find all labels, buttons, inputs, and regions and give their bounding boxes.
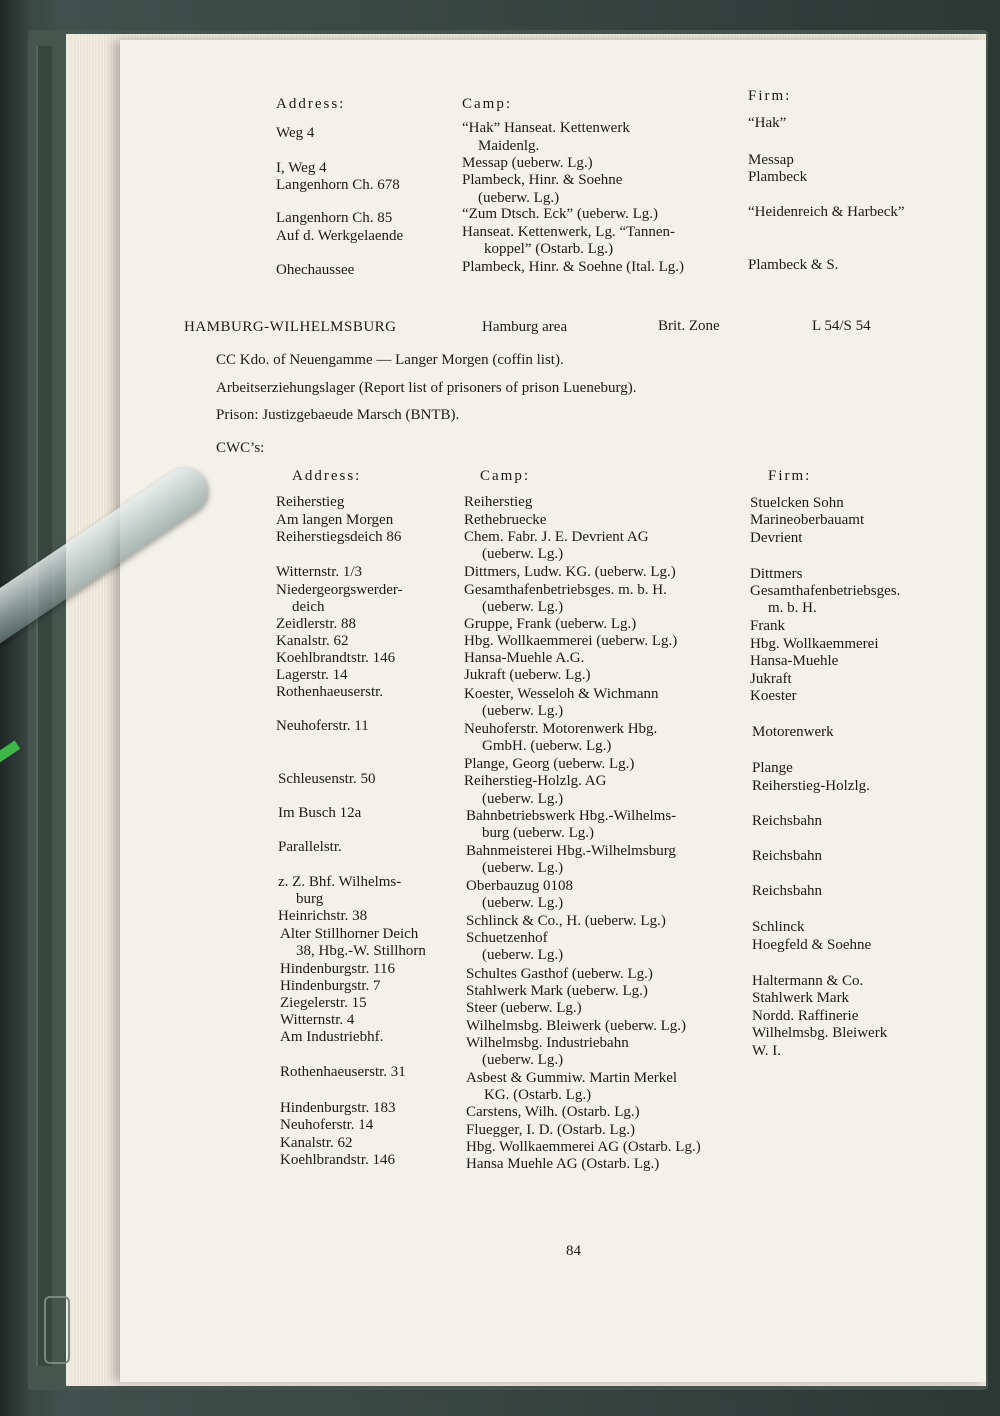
firm-cell: “Heidenreich & Harbeck” xyxy=(748,204,905,220)
camp-cell: Gesamthafenbetriebsges. m. b. H. xyxy=(464,582,667,598)
camp-cell: Gruppe, Frank (ueberw. Lg.) xyxy=(464,616,637,632)
camp-cell: (ueberw. Lg.) xyxy=(482,546,564,562)
firm-cell: Plambeck & S. xyxy=(748,257,839,273)
camp-cell: Hbg. Wollkaemmerei AG (Ostarb. Lg.) xyxy=(466,1139,701,1155)
camp-cell: Oberbauzug 0108 xyxy=(466,878,574,894)
camp-cell: Schlinck & Co., H. (ueberw. Lg.) xyxy=(466,913,666,929)
page-number: 84 xyxy=(566,1243,581,1259)
firm-cell: “Hak” xyxy=(748,115,787,131)
camp-cell: (ueberw. Lg.) xyxy=(482,895,564,911)
address-cell: Kanalstr. 62 xyxy=(276,633,349,649)
address-cell: Langenhorn Ch. 85 xyxy=(276,210,393,226)
entry-note: Prison: Justizgebaeude Marsch (BNTB). xyxy=(216,407,460,423)
address-cell: 38, Hbg.-W. Stillhorn xyxy=(296,943,426,959)
address-cell: I, Weg 4 xyxy=(276,160,327,176)
camp-cell: Neuhoferstr. Motorenwerk Hbg. xyxy=(464,721,658,737)
cwc-firm-header: Firm: xyxy=(768,468,812,484)
entry-reference: L 54/S 54 xyxy=(812,318,871,334)
firm-cell: Motorenwerk xyxy=(752,724,834,740)
cover-ornament xyxy=(44,1296,70,1364)
camp-cell: Plambeck, Hinr. & Soehne xyxy=(462,172,623,188)
firm-cell: Hoegfeld & Soehne xyxy=(752,937,872,953)
firm-cell: Reichsbahn xyxy=(752,848,822,864)
firm-cell: Reichsbahn xyxy=(752,883,822,899)
camp-cell: (ueberw. Lg.) xyxy=(482,947,564,963)
address-cell: Hindenburgstr. 116 xyxy=(280,961,395,977)
address-cell: Koehlbrandstr. 146 xyxy=(280,1152,395,1168)
entry-place-name: HAMBURG-WILHELMSBURG xyxy=(184,319,397,335)
firm-cell: Dittmers xyxy=(750,566,803,582)
address-cell: Parallelstr. xyxy=(278,839,342,855)
camp-cell: (ueberw. Lg.) xyxy=(482,599,564,615)
address-cell: z. Z. Bhf. Wilhelms- xyxy=(278,874,402,890)
firm-cell: Messap xyxy=(748,152,794,168)
firm-cell: Devrient xyxy=(750,530,803,546)
camp-cell: Rethebruecke xyxy=(464,512,547,528)
camp-cell: Fluegger, I. D. (Ostarb. Lg.) xyxy=(466,1122,635,1138)
address-cell: Heinrichstr. 38 xyxy=(278,908,368,924)
firm-cell: Stahlwerk Mark xyxy=(752,990,850,1006)
top-address-header: Address: xyxy=(276,96,346,112)
entry-note: Arbeitserziehungslager (Report list of prisoners of prison Lueneburg). xyxy=(216,380,637,396)
camp-cell: Maidenlg. xyxy=(478,138,540,154)
entry-note: CWC’s: xyxy=(216,440,265,456)
address-cell: Auf d. Werkgelaende xyxy=(276,228,404,244)
address-cell: Reiherstieg xyxy=(276,494,345,510)
address-cell: Weg 4 xyxy=(276,125,315,141)
top-firm-header: Firm: xyxy=(748,88,792,104)
firm-cell: m. b. H. xyxy=(768,600,817,616)
camp-cell: Chem. Fabr. J. E. Devrient AG xyxy=(464,529,649,545)
firm-cell: Hbg. Wollkaemmerei xyxy=(750,636,879,652)
address-cell: Hindenburgstr. 7 xyxy=(280,978,381,994)
camp-cell: KG. (Ostarb. Lg.) xyxy=(484,1087,592,1103)
address-cell: Ohechaussee xyxy=(276,262,355,278)
address-cell: Langenhorn Ch. 678 xyxy=(276,177,400,193)
address-cell: Am Industriebhf. xyxy=(280,1029,384,1045)
camp-cell: Reiherstieg-Holzlg. AG xyxy=(464,773,607,789)
camp-cell: Messap (ueberw. Lg.) xyxy=(462,155,593,171)
camp-cell: Bahnbetriebswerk Hbg.-Wilhelms- xyxy=(466,808,677,824)
book-spine xyxy=(36,46,52,1366)
address-cell: Lagerstr. 14 xyxy=(276,667,348,683)
address-cell: Hindenburgstr. 183 xyxy=(280,1100,396,1116)
firm-cell: Reiherstieg-Holzlg. xyxy=(752,778,870,794)
firm-cell: Haltermann & Co. xyxy=(752,973,864,989)
camp-cell: Stahlwerk Mark (ueberw. Lg.) xyxy=(466,983,648,999)
address-cell: Rothenhaeuserstr. xyxy=(276,684,384,700)
camp-cell: Hbg. Wollkaemmerei (ueberw. Lg.) xyxy=(464,633,678,649)
firm-cell: Schlinck xyxy=(752,919,805,935)
camp-cell: (ueberw. Lg.) xyxy=(482,860,564,876)
address-cell: Ziegelerstr. 15 xyxy=(280,995,367,1011)
address-cell: Witternstr. 1/3 xyxy=(276,564,363,580)
camp-cell: Asbest & Gummiw. Martin Merkel xyxy=(466,1070,678,1086)
firm-cell: Plambeck xyxy=(748,169,808,185)
camp-cell: GmbH. (ueberw. Lg.) xyxy=(482,738,612,754)
address-cell: deich xyxy=(292,599,325,615)
camp-cell: Wilhelmsbg. Bleiwerk (ueberw. Lg.) xyxy=(466,1018,687,1034)
camp-cell: (ueberw. Lg.) xyxy=(478,190,560,206)
address-cell: Neuhoferstr. 11 xyxy=(276,718,369,734)
camp-cell: Reiherstieg xyxy=(464,494,533,510)
firm-cell: Marineoberbauamt xyxy=(750,512,865,528)
firm-cell: Hansa-Muehle xyxy=(750,653,839,669)
camp-cell: Plange, Georg (ueberw. Lg.) xyxy=(464,756,635,772)
entry-zone: Brit. Zone xyxy=(658,318,720,334)
firm-cell: Wilhelmsbg. Bleiwerk xyxy=(752,1025,888,1041)
camp-cell: Hansa Muehle AG (Ostarb. Lg.) xyxy=(466,1156,660,1172)
entry-note: CC Kdo. of Neuengamme — Langer Morgen (coffin list). xyxy=(216,352,564,368)
cwc-camp-header: Camp: xyxy=(480,468,530,484)
firm-cell: Jukraft xyxy=(750,671,792,687)
camp-cell: Koester, Wesseloh & Wichmann xyxy=(464,686,659,702)
camp-cell: Bahnmeisterei Hbg.-Wilhelmsburg xyxy=(466,843,676,859)
address-cell: Kanalstr. 62 xyxy=(280,1135,353,1151)
camp-cell: Hanseat. Kettenwerk, Lg. “Tannen- xyxy=(462,224,676,240)
address-cell: Zeidlerstr. 88 xyxy=(276,616,356,632)
address-cell: Am langen Morgen xyxy=(276,512,394,528)
address-cell: Im Busch 12a xyxy=(278,805,362,821)
firm-cell: Nordd. Raffinerie xyxy=(752,1008,859,1024)
firm-cell: Koester xyxy=(750,688,797,704)
firm-cell: Frank xyxy=(750,618,785,634)
firm-cell: Gesamthafenbetriebsges. xyxy=(750,583,901,599)
camp-cell: Hansa-Muehle A.G. xyxy=(464,650,585,666)
address-cell: Reiherstiegsdeich 86 xyxy=(276,529,402,545)
book-page xyxy=(120,40,986,1382)
camp-cell: Dittmers, Ludw. KG. (ueberw. Lg.) xyxy=(464,564,676,580)
firm-cell: W. I. xyxy=(752,1043,782,1059)
address-cell: Niedergeorgswerder- xyxy=(276,582,403,598)
address-cell: Alter Stillhorner Deich xyxy=(280,926,419,942)
firm-cell: Reichsbahn xyxy=(752,813,822,829)
camp-cell: (ueberw. Lg.) xyxy=(482,791,564,807)
address-cell: burg xyxy=(296,891,324,907)
address-cell: Schleusenstr. 50 xyxy=(278,771,376,787)
camp-cell: Schultes Gasthof (ueberw. Lg.) xyxy=(466,966,653,982)
address-cell: Koehlbrandtstr. 146 xyxy=(276,650,396,666)
firm-cell: Stuelcken Sohn xyxy=(750,495,844,511)
address-cell: Neuhoferstr. 14 xyxy=(280,1117,374,1133)
camp-cell: “Hak” Hanseat. Kettenwerk xyxy=(462,120,630,136)
camp-cell: koppel” (Ostarb. Lg.) xyxy=(484,241,614,257)
camp-cell: Carstens, Wilh. (Ostarb. Lg.) xyxy=(466,1104,640,1120)
camp-cell: “Zum Dtsch. Eck” (ueberw. Lg.) xyxy=(462,206,659,222)
camp-cell: Schuetzenhof xyxy=(466,930,548,946)
camp-cell: Jukraft (ueberw. Lg.) xyxy=(464,667,591,683)
firm-cell: Plange xyxy=(752,760,793,776)
camp-cell: Wilhelmsbg. Industriebahn xyxy=(466,1035,629,1051)
camp-cell: burg (ueberw. Lg.) xyxy=(482,825,595,841)
address-cell: Witternstr. 4 xyxy=(280,1012,355,1028)
address-cell: Rothenhaeuserstr. 31 xyxy=(280,1064,406,1080)
camp-cell: Plambeck, Hinr. & Soehne (Ital. Lg.) xyxy=(462,259,685,275)
top-camp-header: Camp: xyxy=(462,96,512,112)
entry-area: Hamburg area xyxy=(482,319,568,335)
camp-cell: (ueberw. Lg.) xyxy=(482,703,564,719)
camp-cell: (ueberw. Lg.) xyxy=(482,1052,564,1068)
cwc-address-header: Address: xyxy=(292,468,362,484)
camp-cell: Steer (ueberw. Lg.) xyxy=(466,1000,582,1016)
